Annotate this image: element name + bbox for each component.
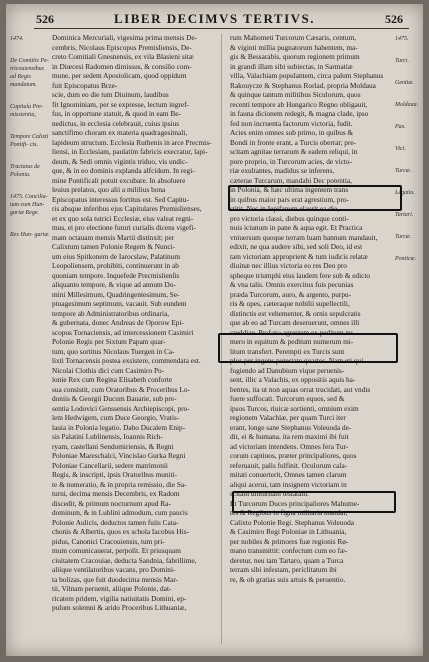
text-line: fed non incruenta factorum victoria, fudit. [230, 118, 353, 128]
text-line: in fauna dicionem redegit, & magna clade, ipso [230, 109, 369, 118]
text-line: quoniam tempore. Inquefede Precmislienſis [52, 270, 180, 280]
text-line: ad victoriam intendens. Omnes fera Tur- [230, 441, 349, 451]
margin-note: De Comitiis Pe- tricouiensibus ad Regis mandatum. [10, 58, 49, 88]
margin-note: Pax. [395, 124, 406, 130]
header-rule [34, 28, 409, 29]
right-page-number: 526 [385, 12, 403, 26]
text-line: bentes, ita ut non aquas orrat trucidati, aut vndis [230, 384, 371, 394]
text-line: te & numeratio, & in propria remissio, die Sa- [52, 479, 187, 489]
text-line: præda Turcorum, auro, & argento, purpu- [230, 289, 352, 299]
text-line: aliique ventilatoribus vacans, pro Domini- [52, 565, 176, 574]
text-line: ptuagesimum septimum, vacauit. Sub eundem [52, 299, 187, 308]
text-line: scitam agnitae terrarum & eadem reliqui, in [230, 147, 358, 156]
text-line: que ab eo ad Turcam deseruerunt, omnes illi [230, 318, 360, 327]
text-line: pro victoria classi, diebus quinque conti- [230, 213, 349, 223]
text-line: gis & Bessarabis, quorum regionem primum [230, 52, 360, 61]
text-line: aliqui acerui, tam insignem victoriam in [230, 479, 347, 489]
text-line: lapideum structum. Ecclesia Ruthenis in arce Precmis- [52, 137, 212, 147]
text-line: mero in equitum & peditum numerum mi- [230, 337, 354, 346]
margin-note: Turcæ. [395, 234, 412, 240]
text-line: mune, per sedem Apostolicam, quod oppidum [52, 71, 187, 80]
text-line: fuere suffocati. Turcorum equos, sed & [230, 394, 345, 403]
text-line: tum, quo sortitus Nicolaus Tuergen in Ca- [52, 346, 175, 356]
text-line: Polonie Aulicis, deductos tamen fuiis Cata- [52, 517, 179, 527]
text-line: per nobiles & primores fuæ regionis Rø- [230, 536, 349, 546]
running-title: LIBER DECIMVS TERTIVS. [114, 11, 315, 26]
right-text-column [230, 33, 392, 648]
text-line: turni, decima mensis Decembris, ex Radom [52, 489, 180, 498]
text-line: Leopoliensem, prohibiti, continuerunt in ab [52, 261, 179, 270]
text-line: lonie Rex cum Regina Elisabeth conforte [52, 375, 173, 384]
text-line: creddiae. Profana agrestem ex peditum nu- [230, 327, 356, 337]
book-page [6, 4, 423, 656]
text-line: recenti tempore ab Hungarico Regno obligauit, [230, 99, 368, 109]
text-line: tempore ab Administratoribus ordinaria, [52, 308, 170, 318]
text-line: pidus, Canonici Cracouiensis, tum pri- [52, 536, 165, 546]
text-line: scopus Tornaciensis, ad intercessionem Casimiri [52, 327, 194, 337]
text-line: scie, dum eo die tum Diuinum, laudibus [52, 90, 169, 99]
text-line: mini Millesimum, Quadringentesimum, Se- [52, 289, 180, 299]
margin-note: Vict. [395, 146, 406, 152]
text-line: referuauit, palis fulfinit. Oculorum cala- [230, 460, 348, 470]
text-line: corum captiuos, præter principaliores, quos [230, 451, 357, 460]
text-line: scitam dinturnam testatam. [230, 489, 309, 498]
text-line: pulum solemni & arido Proceribus Lithuaniæ, [52, 603, 187, 612]
text-line: mano transmittit: confectum cum eo fæ- [230, 546, 348, 555]
text-line: Acies enim omnes sub primo, in quibus & [230, 128, 354, 137]
text-line: aliquanto tempore, & vique ad annum Do- [52, 280, 176, 289]
text-line: Nicolai Clothis dici cum Casimiro Po- [52, 365, 165, 375]
text-line: deum, & Sedi omnis vigintis triduo, vis undic- [52, 156, 188, 166]
margin-note: Legatio. [395, 190, 415, 196]
text-line: lixti Tornacensis postea exsistere, commendata est. [52, 356, 201, 365]
text-line: rum Mahometi Turcorum Cæsaris, centum, [230, 33, 357, 42]
text-line: tam victoriam approprient & tum iudicis relatæ [230, 251, 368, 261]
column-gutter [221, 34, 222, 644]
text-line: litum transfert. Perempti ex Turcis sunt [230, 346, 345, 356]
text-line: Poloniae Cancellarii, sedere matrimonii [52, 460, 168, 470]
text-line: um eius Spitkonem de Iarocslaw, Palatinum [52, 251, 181, 261]
text-line: Rakouycze & Stephanus Rorlad, propria Moldaua [230, 80, 376, 90]
right-margin-notes [395, 35, 423, 645]
left-text-column [52, 33, 214, 648]
text-line: villa, Valachiam populantem, circa palum Stephanus [230, 71, 384, 80]
text-line: & viginti millia pugnatorum habentem, ma- [230, 42, 358, 52]
text-line: Episcopatus interessus fortitus est. Sed Capitu- [52, 194, 190, 204]
margin-note: 1474. [10, 36, 24, 42]
text-line: re, & ob gratias suis artuis & peruentio. [230, 574, 346, 584]
text-line: Regis, & inscripti, ipsis Oratoribus muniti- [52, 470, 178, 479]
text-line: ta bolizas, que fuit duodecima mensis Mar- [52, 574, 179, 584]
text-line: cembris, Nicolaus Episcopus Premisliensis, De- [52, 42, 192, 52]
text-line: diuinæ nec illius victoria eo res Deo pro [230, 261, 347, 270]
text-line: erant, longe sane Stephanus Voleuoda de- [230, 422, 352, 432]
text-line: mus, ei pro electione futuri curialis dicens vigefi- [52, 223, 196, 232]
text-line: pore proprio, in Turcorum acies, de victo- [230, 156, 352, 166]
text-line: lauia in Polonia legatio. Dabo Ducalem Enip- [52, 422, 186, 432]
margin-note: Turcæ. [395, 168, 412, 174]
text-line: mine Pontificali potuit excubare. In absoluere [52, 175, 186, 185]
margin-note: Moldaua. [395, 102, 419, 108]
text-line: edixit, ne qua audere sibi, sed soli Deo, id est [230, 242, 363, 251]
text-line: mitati conuerterit, Omnes tamen clarum [230, 470, 347, 479]
text-line: stitit. Nec in Iepifanum elaurit ea die, [230, 204, 340, 213]
text-line: creto Comitiali Gnesnensis, ex vila Blasieni sitæ [52, 52, 194, 61]
text-line: nedictus, in ecclesia celebrauit, cuius ipsius [52, 118, 180, 128]
text-line: leuius prelatos, quo alii a mililius bona [52, 185, 166, 194]
text-line: spheque triumphi eius laudem fere sub & edicto [230, 270, 371, 280]
text-line: deretur, neu tam Tartaro, quam a Turca [230, 555, 344, 565]
text-line: in grandi illam sibi subiectas, in Sarmatiæ [230, 61, 353, 71]
text-line: et ex quo sola tutrici Ecclesiæ, eius valeat regni- [52, 213, 194, 223]
margin-note: Tempore Calixti Pontifi- cis. [10, 134, 49, 148]
margin-note: Capitula Pre- missientia, [10, 104, 43, 118]
text-line: ris & opes, cæteraque nobilii supellectili, [230, 299, 350, 308]
left-margin-notes [10, 35, 50, 645]
text-line: mum comunicauerat, perpolit. Et priusquam [52, 546, 181, 555]
text-line: & Casimiro Regi Poloniae in Lithuania, [230, 527, 347, 536]
text-line: sis Palatini Lublinensis, Ioannis Rich- [52, 432, 163, 441]
text-line: chonis & Albertis, quos ex schola Iacobus His- [52, 527, 189, 536]
text-line: fus, in opportune statuit, & quod in eam Be- [52, 109, 181, 118]
text-line: que, & in eo dominis explanda alfcidum. In regi- [52, 166, 195, 175]
text-line: dit, ei & humana. ita rem maximi ibi fuit [230, 432, 349, 441]
text-line: Polonie Regis per Sixtum Papam quar- [52, 337, 166, 346]
text-line: sanctifimo choram ex materia quadragesimali, [52, 128, 188, 137]
text-line: lem Hedwigem, cum Duce Georgio, Vratis- [52, 413, 180, 422]
text-line: plus per ingens potestate quartos. Nam eti qui [230, 356, 364, 365]
margin-note: 1475. Concilia- tum cum Hun- gariæ Rege. [10, 194, 48, 216]
margin-note: Ponticæ. [395, 256, 417, 262]
margin-note: Tractatus de Polonia. [10, 164, 40, 178]
text-line: doniis & Georgii Ducum Bauarie, sub pre- [52, 394, 177, 403]
text-line: riæ exultantes, madidus se inferens, [230, 166, 335, 175]
margin-note: Tartari. [395, 212, 414, 218]
text-line: nuis iciunum in pane & aqua egit. Et Practica [230, 223, 363, 232]
text-line: Dominica Mercuriali, vigesima prima mensis De- [52, 33, 198, 42]
text-line: Calixtum tamen Polonie Regem & Nunci- [52, 242, 176, 251]
text-line: Et Turcorum Duces principaliores Mahume- [230, 498, 360, 508]
text-line: fuit Episcopatus Brze- [52, 80, 118, 90]
text-line: ciuitatem Cracouiae, deducta Sandnia, fabrillime, [52, 555, 197, 565]
text-line: Bondi in fronte erant, a Turcis oberrat; pre- [230, 137, 357, 147]
text-line: in Diœcesi Radomen dimissus, & consilio com- [52, 61, 192, 71]
text-line: in quibus maior pars erat agrestium, pro- [230, 194, 349, 204]
text-line: sent, illic a Valachis, ex oppositis aquis ha- [230, 375, 356, 384]
text-line: vniuersum quoque terram luam bannum mandauit, [230, 232, 378, 242]
text-line: sentia Lodovici Genssensis Archiepiscopi, pro- [52, 403, 190, 413]
text-line: fit Ignominiam, per se expresse, lectum ingref- [52, 99, 189, 109]
text-line: dominum, & in Lublini admodum, cum paucis [52, 508, 188, 517]
margin-note: 1475. [395, 36, 409, 42]
text-line: Poloniae Mareschalci, Vincislao Gurka Regni [52, 451, 186, 460]
text-line: & vna talis. Omnis exercitus fuis pecunias [230, 280, 354, 289]
text-line: mam octauam mensis Martii distinxit; per [52, 232, 175, 242]
text-line: & quinque tantum militibus Siculorum, quos [230, 90, 361, 99]
margin-note: Rex Hun- gariæ. [10, 232, 50, 238]
text-line: fugiendo ad Danubium vique peruenis- [230, 365, 345, 375]
text-line: ris absque inferibus ejus Capitulares Premislienses, [52, 204, 202, 213]
margin-note: Gentiæ. [395, 80, 414, 86]
text-line: terram sibi infestam, periclitatum ibi [230, 565, 337, 574]
text-line: discedit, & primum nocturnum apud Ra- [52, 498, 171, 508]
text-line: liensi, in Ecclesiam, paulatim fabricis execratur, lapi- [52, 147, 208, 156]
text-line: Calixto Polonie Regi. Stephanus Voleuoda [230, 517, 354, 527]
text-line: ipsos Turcos, riuicæ sortienti, omnium exim [230, 403, 359, 413]
text-line: cæterae Turcarum, mandabi Dec potentia, [230, 175, 352, 185]
page-header [6, 10, 423, 30]
margin-note: Turci. [395, 58, 409, 64]
text-line: tii, Vilnam peruenit, aliique Polonie, dat- [52, 584, 172, 593]
text-line: distinctis est vehementer, & ornis sepulcratis [230, 308, 361, 318]
text-line: regionem Valachiæ, per quam Turci iter [230, 413, 346, 422]
text-line: ricatem pridem, vigilia natiuitatis Domini, ep- [52, 593, 187, 603]
text-line: sua consistit, cum Oratoribus & Proceribus Lo- [52, 384, 191, 394]
text-line: & gubernata, donec Andreas de Oporow Epi- [52, 318, 184, 327]
left-page-number: 526 [36, 12, 54, 26]
text-line: tes & Regibus in figna militaria mandat, [230, 508, 348, 517]
text-line: ryam, castellani Sendomiriensis, & Regni [52, 441, 174, 451]
text-line: in Polonia, & hæc ultima ingentem trans [230, 185, 349, 194]
